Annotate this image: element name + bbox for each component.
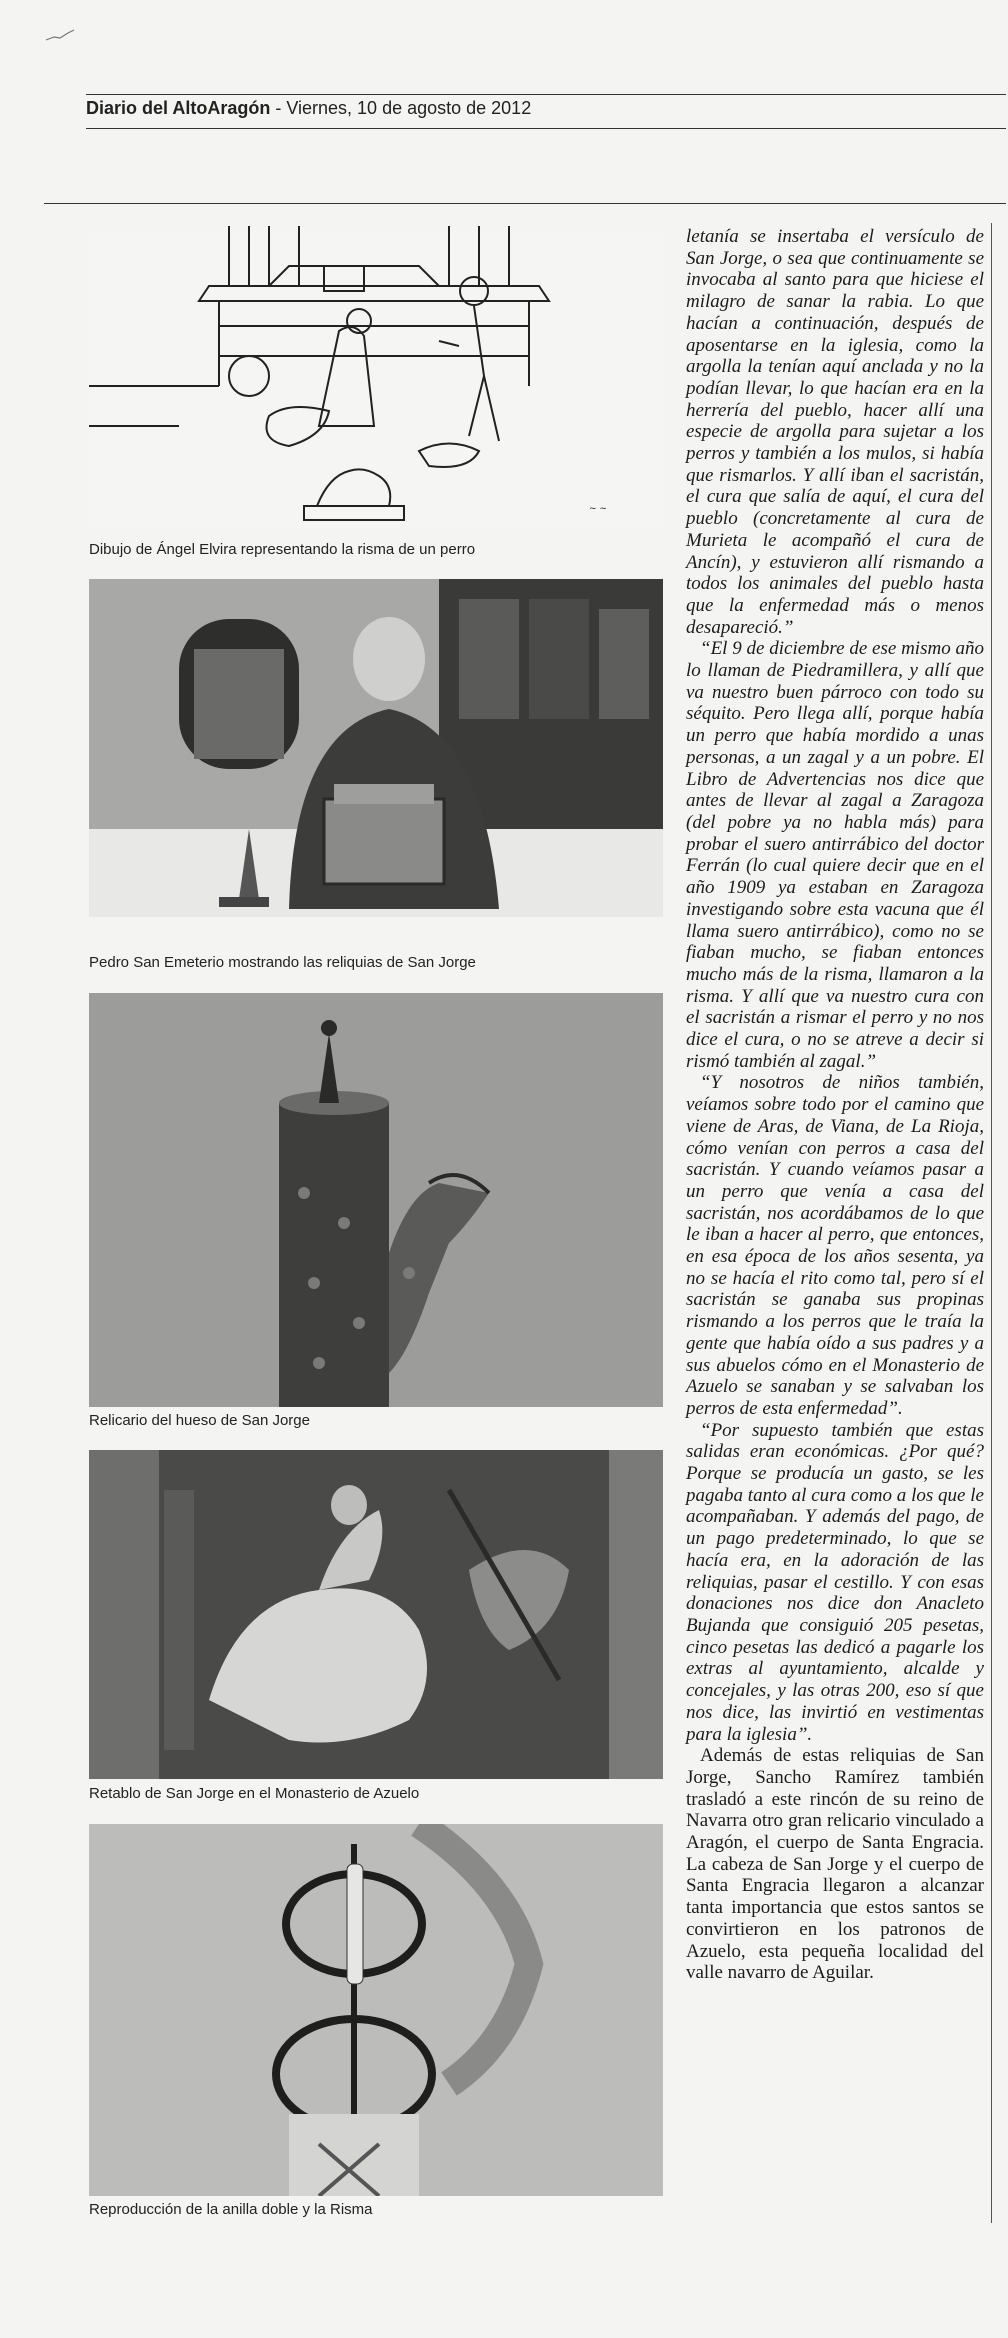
masthead-top-rule: [86, 94, 1006, 95]
figure-caption: Pedro San Emeterio mostrando las reliquias de San Jorge: [89, 954, 476, 971]
article-paragraph: letanía se insertaba el versículo de San Jorge, o sea que continuamente se invocaba al santo para que hiciese el milagro de sanar la rabia. Lo que hacían a continuación, después de aposentarse en la iglesia, como la argolla la tenían aquí anclada y no la podían llevar, lo que hacían era en la herrería del pueblo, hacer allí una especie de argolla para sujetar a los perros y también a los mulos, si había que rismarlos. Y allí iban el sacristán, el cura que salía de aquí, el cura del pueblo (concretamente al cura de Murieta le acompañó el cura de Ancín), y estuvieron allí rismando a todos los animales del pueblo hasta que la enfermedad más o menos desapareció.”: [686, 226, 984, 638]
article-paragraph: “El 9 de diciembre de ese mismo año lo llaman de Piedramillera, y allí que va nuestro buen párroco con todo su séquito. Pero llega allí, porque había un perro que había mordido a unas personas, a un zagal y a un pobre. El Libro de Advertencias nos dice que antes de llevar al zagal a Zaragoza (del pobre ya no habla más) para probar el suero antirrábico del doctor Ferrán (lo cual quiere decir que en el año 1909 ya estaban en Zaragoza investigando sobre esta vacuna que él llama suero antirrábico), como no se fiaban mucho, se fiaban entonces mucho más de la risma, llamaron a la risma. Y allí que va nuestro cura con el sacristán a rismar el perro y no nos dice el cura, o no se atreve a decir si rismó también al zagal.”: [686, 638, 984, 1072]
figure-caption: Relicario del hueso de San Jorge: [89, 1412, 310, 1429]
figure-caption: Dibujo de Ángel Elvira representando la risma de un perro: [89, 541, 476, 558]
masthead-bottom-rule: [86, 128, 1006, 129]
column-rule: [991, 223, 992, 2223]
figure-altarpiece: [89, 1450, 663, 1779]
masthead: [86, 98, 1006, 119]
article-paragraph: “Por supuesto también que estas salidas eran económicas. ¿Por qué? Porque se producía un gasto, se les pagaba tanto al cura como a los que le acompañaban. Y además del pago, de un pago predeterminado, lo que se hacía era, en la adoración de las reliquias, pasar el cestillo. Y con esas donaciones nos dice don Anacleto Bujanda que consiguió 205 pesetas, cinco pesetas las dedicó a pagarle los extras al ayuntamiento, alcalde y concejales, y las otras 200, eso sí que nos dice, las invirtió en vestimentas para la iglesia”.: [686, 1419, 984, 1745]
svg-text:~ ~: ~ ~: [589, 504, 607, 514]
figure-photo-pedro: [89, 579, 663, 917]
issue-date: - Viernes, 10 de agosto de 2012: [270, 98, 532, 118]
section-rule: [44, 203, 1006, 204]
figure-double-ring: [89, 1824, 663, 2196]
article-body: [686, 226, 984, 1984]
figure-drawing: [89, 226, 663, 534]
scribble-mark: [44, 28, 78, 42]
article-paragraph: “Y nosotros de niños también, veíamos sobre todo por el camino que viene de Aras, de Viana, de La Rioja, cómo venían con perros a casa del sacristán. Y cuando veíamos pasar a un perro que venía a casa del sacristán, nos acordábamos de lo que le iban a hacer al perro, que entonces, en esa época de los años sesenta, ya no se hacía el rito como tal, pero sí el sacristán se ganaba sus propinas rismando a los perros que le traía la gente que había oído a sus padres y a sus abuelos cómo en el Monasterio de Azuelo se sanaban y se salvaban los perros de esta enfermedad”.: [686, 1072, 984, 1419]
figure-caption: Reproducción de la anilla doble y la Risma: [89, 2201, 373, 2218]
figure-caption: Retablo de San Jorge en el Monasterio de Azuelo: [89, 1785, 420, 1802]
figure-reliquary: [89, 993, 663, 1407]
newspaper-name: Diario del AltoAragón: [86, 98, 271, 118]
article-paragraph: Además de estas reliquias de San Jorge, Sancho Ramírez también trasladó a este rincón de su reino de Navarra otro gran relicario vinculado a Aragón, el cuerpo de Santa Engracia. La cabeza de San Jorge y el cuerpo de Santa Engracia llegaron a alcanzar tanta importancia que estos santos se convirtieron en los patronos de Azuelo, esta pequeña localidad del valle navarro de Aguilar.: [686, 1745, 984, 1984]
